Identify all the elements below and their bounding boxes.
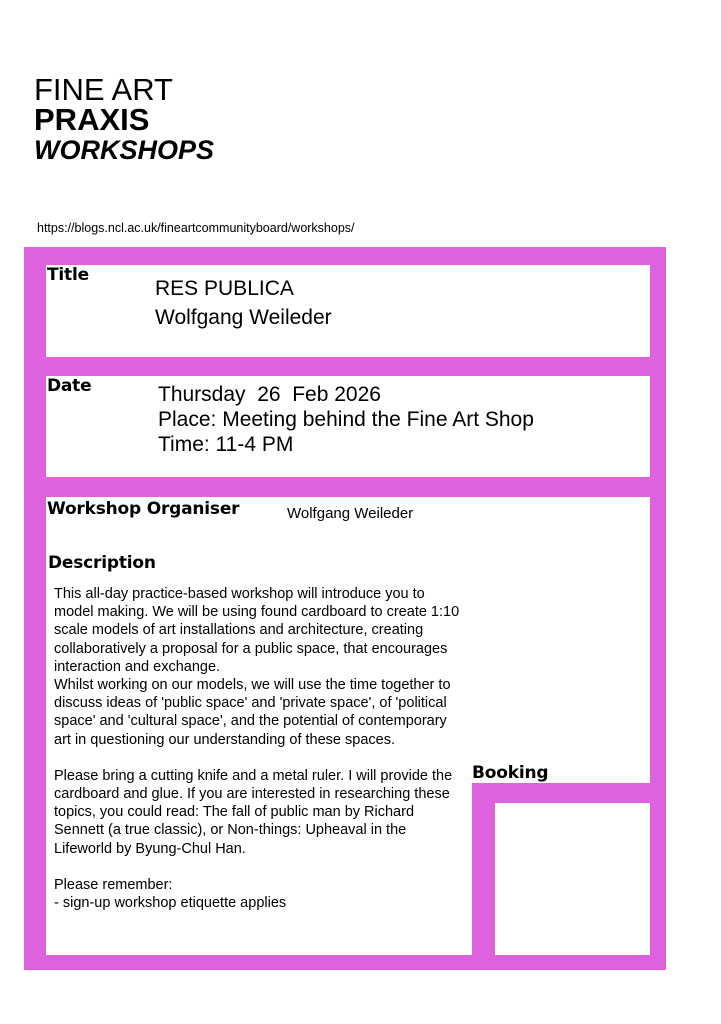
- date-text: Thursday 26 Feb 2026: [158, 383, 381, 406]
- description-label: Description: [48, 553, 156, 573]
- description-text: [54, 585, 466, 912]
- organiser-name: Wolfgang Weileder: [287, 505, 414, 522]
- workshop-artist: Wolfgang Weileder: [155, 306, 332, 329]
- date-details: [158, 382, 534, 457]
- title-text: [155, 274, 332, 332]
- booking-label: Booking: [472, 763, 549, 783]
- description-paragraph-1: This all-day practice-based workshop will introduce you to model making. We will be using found cardboard to create 1:10 scale models of art installations and architecture, creating collaboratively a proposal for a public space, that encourages interaction and exchange.: [54, 586, 460, 675]
- description-paragraph-3: Please bring a cutting knife and a metal ruler. I will provide the cardboard and glue. If you are interested in researching these topics, you could read: The fall of public man by Richard Sennett (a true classic), or Non-things: Upheaval in the Lifeworld by Byung-Chul Han.: [54, 767, 453, 857]
- main-panel-right: [472, 497, 650, 783]
- logo-line-praxis: PRAXIS: [34, 102, 150, 137]
- logo: [34, 74, 214, 164]
- remember-item: - sign-up workshop etiquette applies: [54, 895, 287, 912]
- booking-box[interactable]: [495, 803, 650, 955]
- workshops-url-link[interactable]: https://blogs.ncl.ac.uk/fineartcommunityboard/workshops/: [37, 221, 355, 235]
- workshop-form-frame: [24, 247, 666, 970]
- remember-label: Please remember:: [54, 876, 173, 893]
- main-panel: [46, 497, 472, 955]
- logo-line-workshops: WORKSHOPS: [34, 135, 215, 165]
- title-panel: [46, 265, 650, 357]
- logo-line-fine-art: FINE ART: [34, 72, 173, 107]
- description-paragraph-2: Whilst working on our models, we will use the time together to discuss ideas of 'public space' and 'private space', of 'political space' and 'cultural space', and the potential of contemporary art in questioning our understanding of these spaces.: [54, 677, 451, 748]
- date-panel: [46, 376, 650, 477]
- workshop-title: RES PUBLICA: [155, 277, 294, 300]
- title-label: Title: [47, 265, 89, 285]
- organiser-label: Workshop Organiser: [47, 499, 240, 519]
- time-text: Time: 11-4 PM: [158, 433, 294, 456]
- date-label: Date: [47, 376, 92, 396]
- place-text: Place: Meeting behind the Fine Art Shop: [158, 408, 534, 431]
